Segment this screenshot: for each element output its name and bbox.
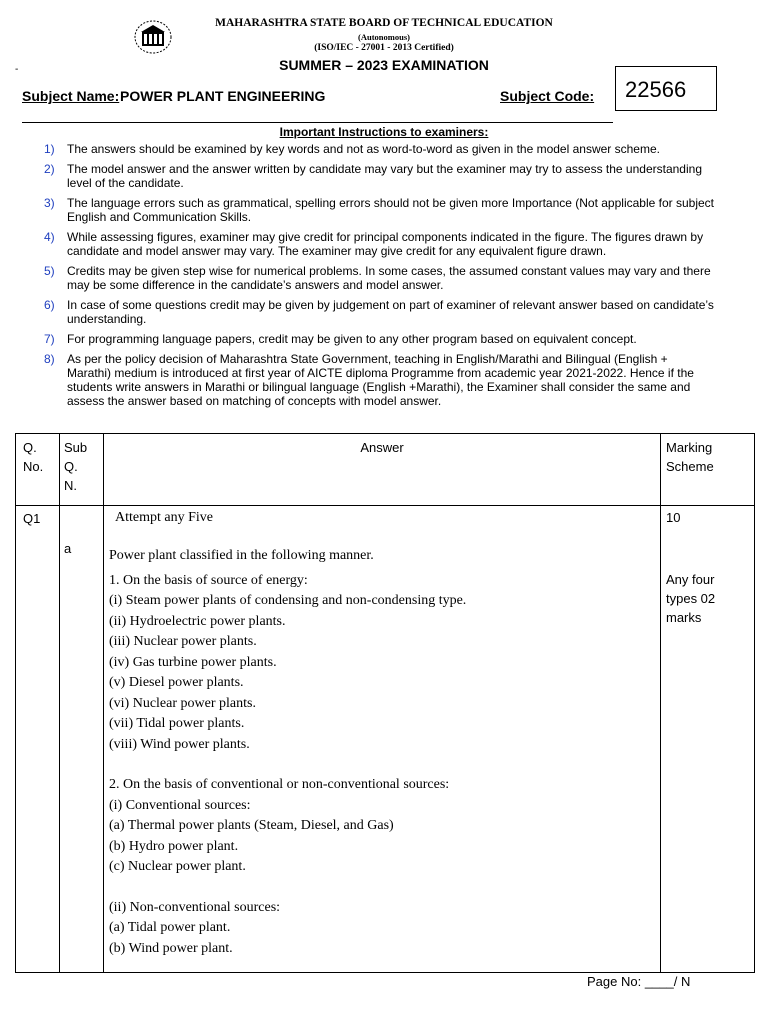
instruction-number: 5): [44, 264, 55, 278]
answer-line: (v) Diesel power plants.: [109, 675, 244, 690]
exam-title: SUMMER – 2023 EXAMINATION: [279, 57, 489, 73]
answer-line: (vi) Nuclear power plants.: [109, 695, 256, 711]
iso-certification: (ISO/IEC - 27001 - 2013 Certified): [314, 43, 454, 53]
header-text: N.: [64, 478, 77, 493]
header-text: Scheme: [666, 459, 714, 474]
answer-line: (ii) Non-conventional sources:: [109, 899, 281, 915]
attempt-instruction: Attempt any Five: [115, 510, 213, 525]
instructions-list: [44, 142, 714, 408]
header-marking-scheme: [666, 438, 751, 476]
instruction-text: For programming language papers, credit may be given to any other program based on equivalent concept.: [67, 332, 637, 346]
subject-name-label: Subject Name:: [22, 88, 120, 104]
question-number: Q1: [23, 511, 41, 526]
instruction-item: [44, 264, 714, 292]
instruction-number: 4): [44, 230, 55, 244]
answer-line: Power plant classified in the following manner.: [109, 548, 374, 563]
answer-table: [15, 433, 755, 973]
header-divider: [22, 122, 613, 123]
answer-line: (iv) Gas turbine power plants.: [109, 654, 277, 670]
answer-body: [109, 546, 654, 959]
stray-dash: -: [15, 64, 19, 75]
instruction-number: 8): [44, 352, 55, 366]
subject-name-value: POWER PLANT ENGINEERING: [120, 88, 326, 104]
answer-spacer: [109, 755, 654, 775]
table-column-divider: [660, 434, 661, 972]
answer-line: (a) Tidal power plant.: [109, 920, 231, 935]
instruction-number: 1): [44, 142, 55, 156]
answer-line: (i) Steam power plants of condensing and non-condensing type.: [109, 593, 467, 608]
answer-line: (b) Hydro power plant.: [109, 838, 239, 854]
sub-question-label: a: [64, 541, 72, 556]
table-column-divider: [59, 434, 60, 972]
subject-code-box: 22566: [615, 66, 717, 111]
instruction-text: As per the policy decision of Maharashtra State Government, teaching in English/Marathi and Bilingual (English + Marathi) medium is introduced at first year of AICTE diploma Programme from academic year 2021-2022. Hence if the students write answers in Marathi or bilingual language (English +Marathi), the Examiner shall consider the same and assess the answer based on matching of concepts with model answer.: [67, 352, 694, 408]
answer-line: (vii) Tidal power plants.: [109, 716, 245, 731]
instruction-item: [44, 298, 714, 326]
marking-note: [666, 570, 751, 627]
instruction-text: The answers should be examined by key words and not as word-to-word as given in the model answer scheme.: [67, 142, 660, 156]
table-header-divider: [16, 505, 754, 506]
instruction-number: 7): [44, 332, 55, 346]
answer-line: 1. On the basis of source of energy:: [109, 572, 308, 588]
header-text: Marking: [666, 440, 713, 455]
header-question-no: [23, 438, 55, 476]
board-name: MAHARASHTRA STATE BOARD OF TECHNICAL EDUCATION: [215, 17, 553, 29]
instruction-item: [44, 196, 714, 224]
header-text: Sub: [64, 440, 88, 455]
marking-note-line: marks: [666, 610, 702, 625]
total-marks: 10: [666, 510, 681, 525]
header-answer: Answer: [360, 440, 404, 455]
header-text: Q.: [64, 459, 78, 474]
instruction-item: [44, 162, 714, 190]
instruction-item: [44, 230, 714, 258]
autonomous-label: (Autonomous): [358, 32, 410, 42]
answer-line: (ii) Hydroelectric power plants.: [109, 613, 286, 629]
instruction-item: [44, 332, 714, 346]
instruction-item: [44, 142, 714, 156]
answer-line: (c) Nuclear power plant.: [109, 859, 246, 874]
answer-spacer: [109, 878, 654, 898]
instructions-title: Important Instructions to examiners:: [279, 125, 489, 139]
subject-code-label: Subject Code:: [500, 88, 595, 104]
table-column-divider: [103, 434, 104, 972]
answer-line: (i) Conventional sources:: [109, 797, 251, 813]
answer-line: (b) Wind power plant.: [109, 940, 233, 956]
instruction-text: The model answer and the answer written by candidate may vary but the examiner may try to assess the understanding level of the candidate.: [67, 162, 702, 190]
instruction-number: 2): [44, 162, 55, 176]
instruction-number: 6): [44, 298, 55, 312]
marking-note-line: types 02: [666, 591, 716, 606]
answer-line: (iii) Nuclear power plants.: [109, 634, 257, 649]
instruction-item: [44, 352, 714, 408]
instruction-number: 3): [44, 196, 55, 210]
page-number: Page No: ____/ N: [587, 974, 691, 989]
header-text: No.: [23, 459, 44, 474]
answer-line: (a) Thermal power plants (Steam, Diesel, and Gas): [109, 818, 394, 833]
instruction-text: Credits may be given step wise for numerical problems. In some cases, the assumed constant values may vary and there may be some difference in the candidate’s answers and model answer.: [67, 264, 711, 292]
instruction-text: The language errors such as grammatical, spelling errors should not be given more Importance (Not applicable for subject English and Communication Skills.: [67, 196, 714, 224]
instruction-text: In case of some questions credit may be given by judgement on part of examiner of relevant answer based on candidate’s understanding.: [67, 298, 714, 326]
marking-note-line: Any four: [666, 572, 715, 587]
answer-line: (viii) Wind power plants.: [109, 736, 250, 752]
header-text: Q.: [23, 440, 37, 455]
instruction-text: While assessing figures, examiner may give credit for principal components indicated in the figure. The figures drawn by candidate and model answer may vary. The examiner may give credit for any equivalent figure drawn.: [67, 230, 704, 258]
answer-line: 2. On the basis of conventional or non-conventional sources:: [109, 777, 450, 792]
header-sub-question-no: [64, 438, 100, 495]
